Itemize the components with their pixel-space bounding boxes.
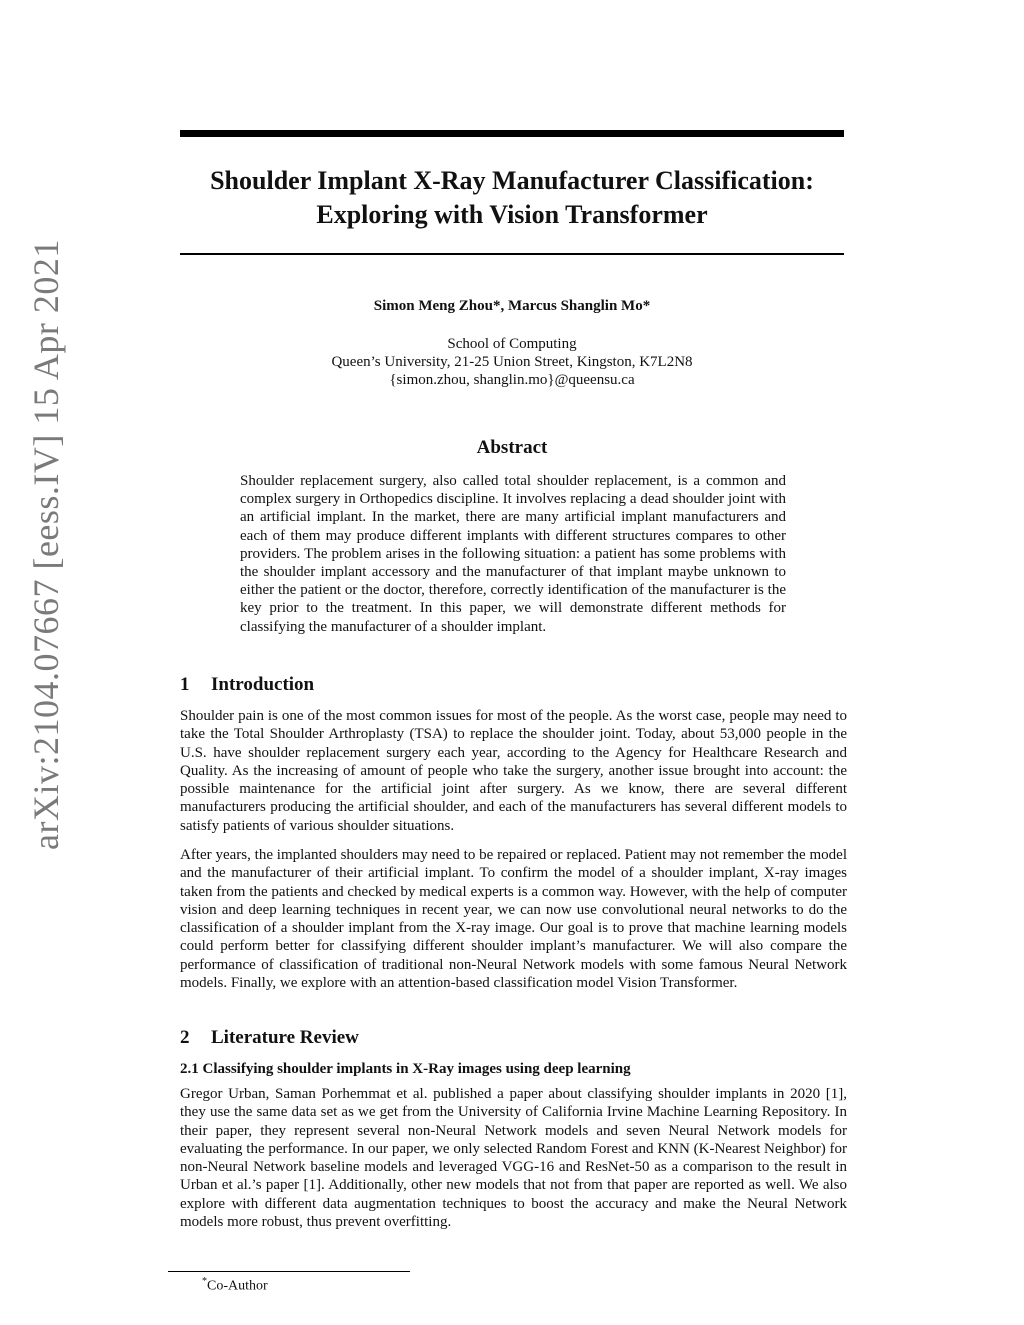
paper-title: Shoulder Implant X-Ray Manufacturer Classification: Exploring with Vision Transformer [210,166,814,229]
footnote-marker: * [202,1276,207,1287]
affiliation-emails: {simon.zhou, shanglin.mo}@queensu.ca [389,372,635,388]
affiliation [180,335,844,389]
footnote-text: Co-Author [207,1278,268,1294]
title-bottom-rule [180,253,844,255]
introduction-paragraph-1: Shoulder pain is one of the most common issues for most of the people. As the worst case, people may need to take the Total Shoulder Arthroplasty (TSA) to replace the shoulder joint. Today, about 53,000 people in the U.S. have shoulder replacement surgery each year, according to the Agency for Healthcare Research and Quality. As the increasing of amount of people who take the surgery, another issue brought into account: the possible maintenance for the artificial joint after surgery. As we know, there are several different manufacturers producing the artificial shoulder, and each of the manufacturers has several different models to satisfy patients of various shoulder situations. [180,708,847,834]
section-heading-introduction [180,674,314,696]
section-number: 2 [180,1027,190,1048]
subsection-heading: 2.1 Classifying shoulder implants in X-Ray images using deep learning [180,1061,631,1077]
literature-paragraph-1: Gregor Urban, Saman Porhemmat et al. published a paper about classifying shoulder implants in 2020 [1], they use the same data set as we get from the University of California Irvine Machine Learning Repository. In their paper, they represent several non-Neural Network models and seven Neural Network models for evaluating the performance. In our paper, we only selected Random Forest and KNN (K-Nearest Neighbor) for non-Neural Network baseline models and leveraged VGG-16 and ResNet-50 as a comparison to the result in Urban et al.’s paper [1]. Additionally, other new models that not from that paper are reported as well. We also explore with different data augmentation techniques to boost the accuracy and make the Neural Network models more robust, thus prevent overfitting. [180,1086,847,1231]
section-number: 1 [180,674,190,695]
abstract-heading: Abstract [476,437,548,458]
section-title: Literature Review [211,1027,359,1048]
section-heading-literature-review [180,1027,359,1049]
footnote-rule [168,1271,410,1272]
affiliation-school: School of Computing [447,336,577,352]
introduction-paragraph-2: After years, the implanted shoulders may need to be repaired or replaced. Patient may not remember the model and the manufacturer of their artificial implant. To confirm the model of a shoulder implant, X-ray images taken from the patients and checked by medical experts is a common way. However, with the help of computer vision and deep learning techniques in recent year, we can now use convolutional neural networks to do the classification of a shoulder implant from the X-ray image. Our goal is to prove that machine learning models could perform better for classifying different shoulder implant’s manufacturer. We will also compare the performance of classification of traditional non-Neural Network models with some famous Neural Network models. Finally, we explore with an attention-based classification model Vision Transformer. [180,847,847,992]
footnote [202,1276,268,1295]
affiliation-address: Queen’s University, 21-25 Union Street, Kingston, K7L2N8 [331,354,693,370]
arxiv-identifier: arXiv:2104.07667 [eess.IV] 15 Apr 2021 [26,239,66,850]
authors: Simon Meng Zhou*, Marcus Shanglin Mo* [373,298,651,314]
section-title: Introduction [211,674,315,695]
abstract-text: Shoulder replacement surgery, also called total shoulder replacement, is a common and complex surgery in Orthopedics discipline. It involves replacing a dead shoulder joint with an artificial implant. In the market, there are many artificial implant manufacturers and each of them may produce different implants with different structures compares to other providers. The problem arises in the following situation: a patient has some problems with the shoulder implant accessory and the manufacturer of that implant maybe unknown to either the patient or the doctor, therefore, correctly identification of the manufacturer is the key prior to the treatment. In this paper, we will demonstrate different methods for classifying the manufacturer of a shoulder implant. [240,473,786,635]
title-top-rule [180,130,844,137]
